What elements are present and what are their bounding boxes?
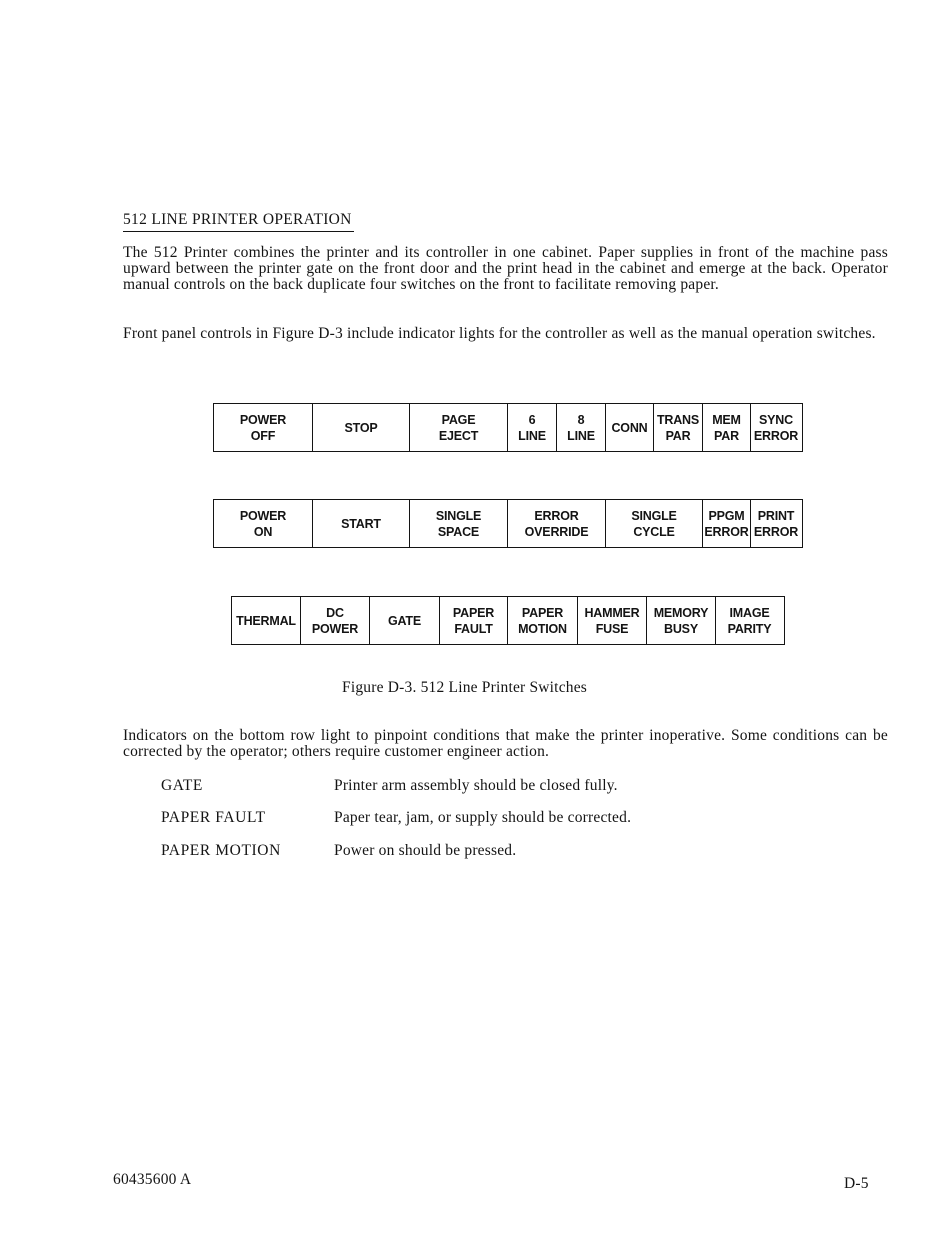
thermal-indicator: THERMAL (236, 613, 296, 628)
dc-power-indicator: DC POWER (300, 597, 369, 644)
error-override-switch: ERROR OVERRIDE (507, 500, 605, 547)
gate-indicator: GATE (369, 597, 439, 644)
indicators-paragraph: Indicators on the bottom row light to pinpoint conditions that make the printer inoperative. Some conditions can be corrected by the operator; others require customer engineer action. (123, 727, 888, 761)
intro-paragraph: The 512 Printer combines the printer and its controller in one cabinet. Paper supplies in front of the machine pass upward between the printer gate on the front door and the print head in the cabinet and emerge at the back. Operator manual controls on the back duplicate four switches on the front to facilitate removing paper. (123, 244, 888, 294)
figure-caption: Figure D-3. 512 Line Printer Switches (342, 679, 588, 696)
definition-term: PAPER FAULT (161, 809, 266, 826)
single-space-switch: SINGLE SPACE (409, 500, 507, 547)
print-error-indicator: PRINT ERROR (750, 500, 801, 547)
document-number: 60435600 A (113, 1171, 192, 1188)
panel-row-bottom (231, 596, 785, 645)
definition-description: Printer arm assembly should be closed fully. (334, 777, 618, 794)
mem-par-indicator: MEM PAR (702, 404, 750, 451)
definition-term: PAPER MOTION (161, 842, 281, 859)
front-panel-paragraph: Front panel controls in Figure D-3 include indicator lights for the controller as well as the manual operation switches. (123, 325, 876, 342)
stop-switch: STOP (312, 404, 409, 451)
panel-row-top (213, 403, 803, 452)
definition-description: Paper tear, jam, or supply should be corrected. (334, 809, 632, 826)
paper-motion-indicator: PAPER MOTION (507, 597, 577, 644)
page-eject-switch: PAGE EJECT (409, 404, 507, 451)
trans-par-indicator: TRANS PAR (653, 404, 702, 451)
ppgm-error-indicator: PPGM ERROR (702, 500, 750, 547)
conn-indicator: CONN (605, 404, 653, 451)
six-line-switch: 6 LINE (507, 404, 556, 451)
definition-description: Power on should be pressed. (334, 842, 517, 859)
paper-fault-indicator: PAPER FAULT (439, 597, 507, 644)
power-on-switch: POWER ON (239, 508, 287, 539)
definition-term: GATE (161, 777, 204, 794)
panel-row-middle (213, 499, 803, 548)
section-heading: 512 LINE PRINTER OPERATION (123, 211, 354, 232)
page-number: D-5 (844, 1175, 869, 1192)
hammer-fuse-indicator: HAMMER FUSE (577, 597, 646, 644)
image-parity-indicator: IMAGE PARITY (715, 597, 783, 644)
single-cycle-switch: SINGLE CYCLE (605, 500, 702, 547)
sync-error-indicator: SYNC ERROR (750, 404, 801, 451)
eight-line-switch: 8 LINE (556, 404, 605, 451)
power-off-switch: POWER OFF (239, 412, 287, 443)
start-switch: START (312, 500, 409, 547)
memory-busy-indicator: MEMORY BUSY (646, 597, 715, 644)
